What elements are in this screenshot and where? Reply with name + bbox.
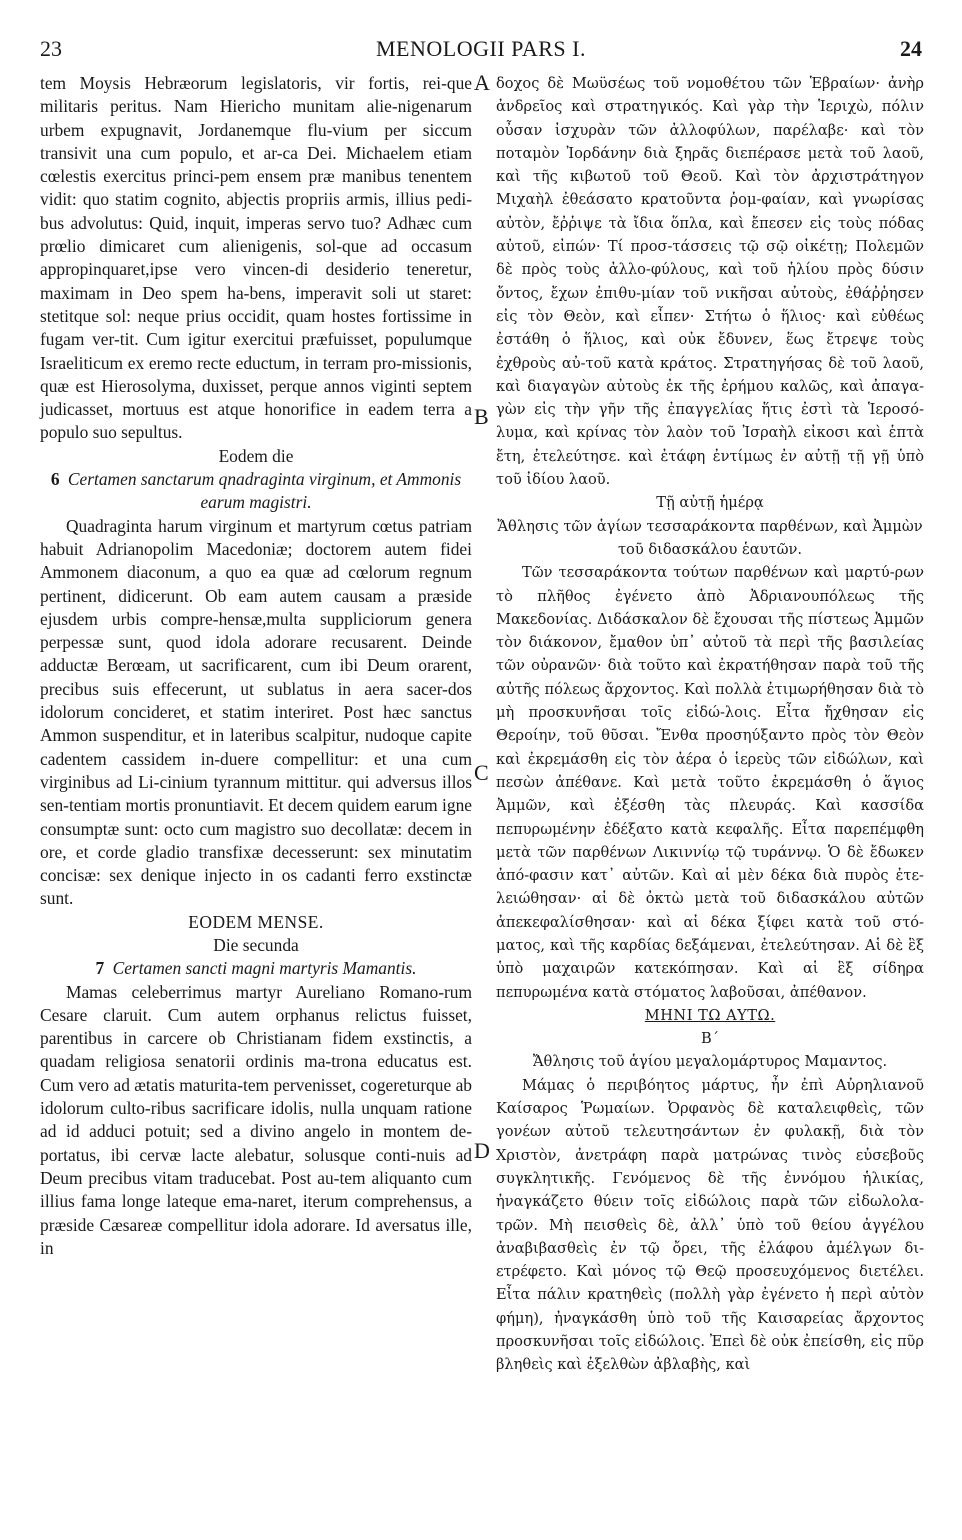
greek-heading-text: ΜΗΝΙ ΤΩ ΑΥΤΩ.: [644, 1006, 776, 1024]
margin-marker-d: D: [474, 1138, 490, 1163]
latin-heading-eodem-die: Eodem die: [218, 445, 294, 466]
margin-marker-a: A: [474, 70, 490, 95]
entry-title: Certamen sancti magni martyris Mamantis.: [112, 958, 417, 979]
greek-entry-title-1: Ἄθλησις τῶν ἁγίων τεσσαράκοντα παρθένων, καὶ Ἀμμὼν τοῦ διδασκάλου ἑαυτῶν.: [497, 517, 923, 558]
running-title: MENOLOGII PARS I.: [376, 36, 586, 61]
greek-entry-title-2: Ἄθλησις τοῦ ἁγίου μεγαλομάρτυρος Μαμαντος.: [532, 1053, 888, 1071]
latin-paragraph-3: Mamas celeberrimus martyr Aureliano Romano-rum Cesare claruit. Cum autem orphanus relictus fuisset, parentibus in carcere ob Christianam fidem exstinctis, a quadam religiosa senatorii ordinis ma-trona educatus est. Cum vero ad ætatis maturita-tem pervenisset, cogereturque ab idolorum culto-ribus sacrificare idolis, nulla unquam ratione ad id adduci potuit; sed a divino angelo in montem de-portatus, ibi cervæ lacte alebatur, solusque conti-nuis ad Deum precibus vitam traducebat. Post au-tem aliquanto cum illius fama longe lateque ema-naret, iterum comprehensus, a præside Cæsareæ compellitur idola adorare. Id aversatus ille, in: [40, 981, 472, 1258]
latin-entry-6: [40, 468, 472, 515]
margin-marker-c: C: [474, 760, 489, 785]
entry-number: 6: [50, 469, 60, 490]
greek-paragraph-3: Μάμας ὁ περιβόητος μάρτυς, ἦν ἐπὶ Αὐρηλιανοῦ Καίσαρος Ῥωμαίων. Ὀρφανὸς δὲ καταλειφθεὶς, τῶν γονέων αὐτοῦ τελευτησάντων ἐν φυλακῇ, διὰ τὸν Χριστὸν, ἀνετράφη παρὰ ματρώνας τινὸς εὐσεβοῦς συγκλητικῆς. Γενόμενος δὲ τῆς ἐννόμου ἡλικίας, ἠναγκάζετο θύειν τοῖς εἰδώλοις παρὰ τῶν εἰδωλολα-τρῶν. Μὴ πεισθεὶς δὲ, ἀλλ᾽ ὑπὸ τοῦ θείου ἀγγέλου ἀναβιβασθεὶς ἐν τῷ ὄρει, τῆς ἐλάφου ἀμέλγων δι-ετρέφετο. Καὶ μόνος τῷ Θεῷ προσευχόμενος διετέλει. Εἶτα πάλιν κρατηθεὶς (πολλὴ γὰρ ἐγένετο ἡ περὶ αὐτὸν φήμη), ἠναγκάσθη ὑπὸ τοῦ τῆς Καισαρείας ἄρχοντος προσκυνῆσαι τοῖς εἰδώλοις. Ἐπεὶ δὲ οὐκ ἐπείσθη, εἰς πῦρ βληθεὶς καὶ ἐξελθὼν ἀβλαβὴς, καὶ: [496, 1076, 924, 1374]
greek-heading-same-day: Τῇ αὐτῇ ἡμέρᾳ: [656, 494, 764, 512]
latin-heading-die-secunda: Die secunda: [213, 934, 299, 955]
margin-marker-b: B: [474, 404, 489, 429]
entry-title: Certamen sanctarum qnadraginta virginum, et Ammonis earum magistri.: [67, 469, 462, 513]
entry-number: 7: [95, 958, 105, 979]
latin-paragraph-2: Quadraginta harum virginum et martyrum cœtus patriam habuit Adrianopolim Macedoniæ; doctorem autem fidei Ammonem diaconum, a quo ea quæ ad cœlorum regnum pertinent, didicerunt. Ob eam autem causam a præside ejusdem urbis compre-hensæ,multa suppliciorum genera perpessæ sunt, quod idola adorare recusarent. Deinde adductæ Berœam, ut sacrificarent, cum ibi Deum orarent, precibus suis effecerunt, ut sublatus in aera sacer-dos idolorum concideret, et statim interiret. Post hæc sanctus Ammon suspenditur, et in lateribus scalpitur, nudoque capite cadentem cassidem in-duere compellitur: et una cum virginibus ad Li-cinium tyrannum mittitur. qui adversus illos sen-tentiam mortis pronuntiavit. Et decem quidem earum igne consumptæ sunt: octo cum magistro suo decollatæ: decem in ore, et corde gladio transfixæ decesserunt: sex minutatim concisæ: sex denique injecto in os cadanti ferro exstinctæ sunt.: [40, 515, 472, 909]
latin-heading-eodem-mense: EODEM MENSE.: [188, 911, 324, 932]
page-number-left: 23: [40, 36, 62, 61]
greek-column: [496, 72, 924, 1377]
greek-paragraph-1: δοχος δὲ Μωϋσέως τοῦ νομοθέτου τῶν Ἑβραίων· ἀνὴρ ἀνδρεῖος καὶ στρατηγικός. Καὶ γὰρ τὴν Ἱεριχὼ, πόλιν οὖσαν ἰσχυρὰν τῶν ἀλλοφύλων, παρέλαβε· καὶ τὸν ποταμὸν Ἰορδάνην διὰ ξηρᾶς διεπέρασε μετὰ τοῦ λαοῦ, καὶ τῆς κιβωτοῦ τοῦ Θεοῦ. Καὶ τὸν ἀρχιστράτηγον Μιχαὴλ ἐθεάσατο κρατοῦντα ῥομ-φαίαν, καὶ γνωρίσας αὐτὸν, ἔῤῥιψε τὰ ἴδια ὅπλα, καὶ ἔπεσεν εἰς τοὺς πόδας αὐτοῦ, εἰπών· Τί προσ-τάσσεις τῷ σῷ οἰκέτῃ; Πολεμῶν δὲ πρὸς τοὺς ἀλλο-φύλους, καὶ τοῦ ἡλίου πρὸς δύσιν ὄντος, ἔχων ἐπιθυ-μίαν τοῦ νικῆσαι αὐτοὺς, ἐθάῤῥησεν εἰς τὸν Θεὸν, καὶ εἶπεν· Στήτω ὁ ἥλιος· καὶ εὐθέως ἐστάθη ὁ ἥλιος, καὶ οὐκ ἔδυνεν, ἕως ἔτρεψε τοὺς ἐχθροὺς αὐ-τοῦ κατὰ κράτος. Στρατηγήσας δὲ τοῦ λαοῦ, καὶ διαγαγὼν αὐτοὺς ἐκ τῆς ἐρήμου καλῶς, καὶ ἀπαγα-γὼν εἰς τὴν γῆν τῆς ἐπαγγελίας ἥτις ἐστὶ τὰ Ἱεροσό-λυμα, καὶ κρίνας τὸν λαὸν τοῦ Ἰσραὴλ εἰκοσι καὶ ἑπτὰ ἔτη, ἐτελεύτησε. καὶ ἐτάφη ἐντίμως ἐν αὐτῇ τῇ γῇ ὑπὸ τοῦ ἰδίου λαοῦ.: [496, 75, 924, 489]
latin-entry-7: [40, 957, 472, 980]
greek-paragraph-2: Τῶν τεσσαράκοντα τούτων παρθένων καὶ μαρτύ-ρων τὸ πλῆθος ἐγένετο ἀπὸ Ἀδριανουπόλεως τῆς Μακεδονίας. Διδάσκαλον δὲ ἔχουσαι τῆς πίστεως Ἀμμῶν τὸν διάκονον, ἔμαθον ὑπ᾽ αὐτοῦ τὰ περὶ τῆς βασιλείας τῶν οὐρανῶν· διὰ τοῦτο καὶ ἐκρατήθησαν παρὰ τοῦ τῆς αὐτῆς πόλεως ἄρχοντος. Καὶ πολλὰ ἐτιμωρήθησαν διὰ τὸ μὴ προσκυνῆσαι τοῖς εἰδώ-λοις. Εἶτα ἤχθησαν εἰς Θεροίην, τοῦ θῦσαι. Ἔνθα προσηύξαντο πρὸς τὸν Θεὸν καὶ ἐκρεμάσθη εἰς τὸν ἀέρα ὁ ἱερεὺς τῶν εἰδώλων, καὶ πεσὼν ἀπέθανε. Καὶ μετὰ τοῦτο ἐκρεμάσθη ὁ ἅγιος Ἀμμῶν, καὶ ἐξέσθη τὰς πλευράς. Καὶ κασσίδα πεπυρωμένην ἐδέξατο κατὰ κεφαλῆς. Εἶτα παρεπέμφθη μετὰ τῶν παρθένων Λικιννίῳ τῷ τυράννῳ. Ὁ δὲ ἔδωκεν ἀπό-φασιν κατ᾽ αὐτῶν. Καὶ αἱ μὲν δέκα διὰ πυρὸς ἐτε-λειώθησαν· αἱ δὲ ὀκτὼ μετὰ τοῦ διδασκάλου αὐτῶν ἀπεκεφαλίσθησαν· καὶ αἱ δέκα ξίφει κατὰ τοῦ στό-ματος, καὶ τῆς καρδίας δεξάμεναι, ἐτελεύτησαν. Αἱ δὲ ἓξ ὑπὸ μαχαιρῶν κατεκόπησαν. Καὶ αἱ ἓξ σίδηρα πεπυρωμένα κατὰ στόματος λαβοῦσαι, ἀπέθανον.: [496, 564, 924, 1001]
page-number-right: 24: [900, 36, 922, 61]
greek-heading-day-2: Β΄: [700, 1030, 720, 1048]
greek-heading-same-month: [496, 1004, 924, 1027]
running-header: [40, 36, 922, 66]
latin-paragraph-1: tem Moysis Hebræorum legislatoris, vir fortis, rei-que militaris peritus. Nam Hiericho munitam alie-nigenarum urbem expugnavit, Jordanemque flu-vium per siccum transivit una cum populo, et ar-ca Dei. Michaelem etiam cœlestis exercitus princi-pem ensem præ manibus tenentem vidit: quo statim cognito, abjectis propriis armis, illius pedi-bus advolutus: Quid, inquit, imperas servo tuo? Adhæc cum prœlio dimicaret cum alienigenis, sol-que ad occasum appropinquaret,ipse vero vincen-di desiderio teneretur, maximam in Deo spem ha-bens, imperavit soli ut staret: stetitque sol: neque prius occidit, quam hostes fortissime in fugam ver-tit. Cum igitur exercitui præfuisset, populumque Israeliticum ex eremo recte eductum, in terram pro-missionis, quæ est Hierosolyma, duxisset, perque annos viginti septem judicasset, mortuus est atque honorifice in eadem terra a populo suo sepultus.: [40, 73, 472, 443]
latin-column: [40, 72, 472, 1260]
